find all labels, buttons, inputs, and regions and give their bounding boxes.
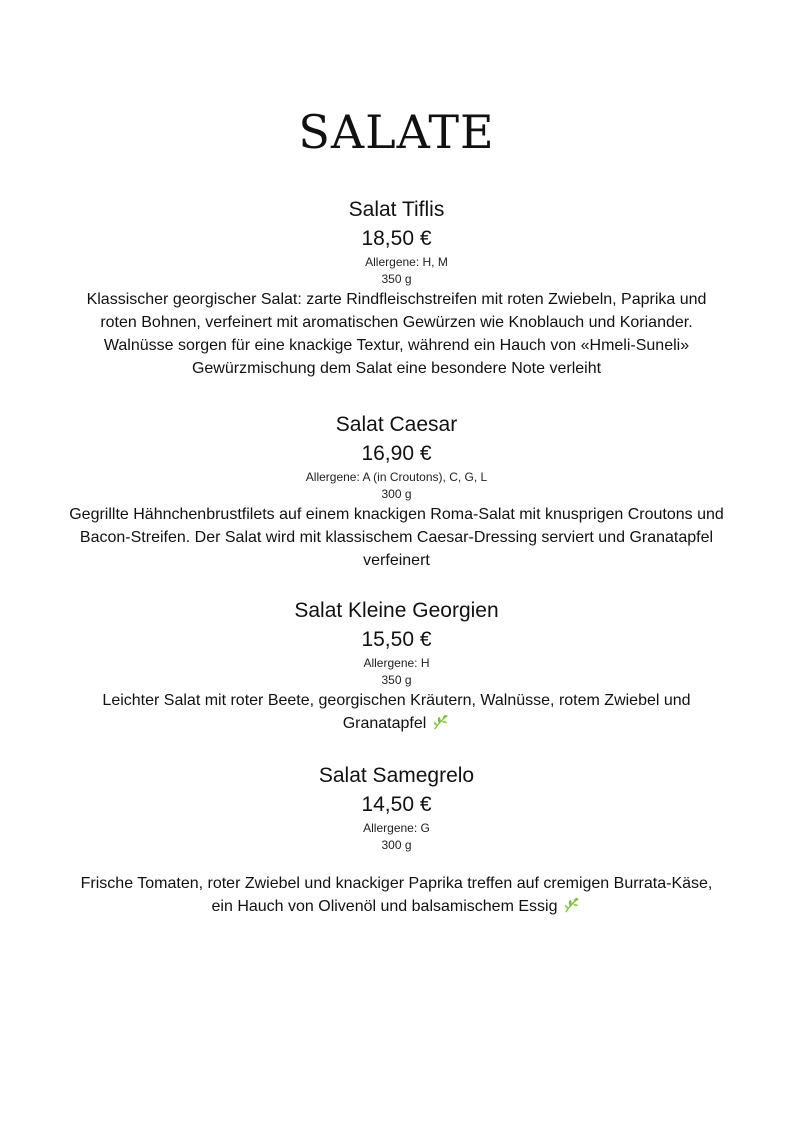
menu-item-tiflis — [60, 196, 733, 380]
item-description: Frische Tomaten, roter Zwiebel und knackiger Paprika treffen auf cremigen Burrata-Käse, ein Hauch von Olivenöl und balsamischem Essig — [80, 875, 713, 915]
item-allergens: Allergene: G — [363, 821, 430, 835]
menu-item-kleine-georgien — [60, 597, 733, 735]
item-price: 15,50 € — [361, 628, 432, 651]
item-description-wrap — [72, 872, 722, 918]
item-description: Leichter Salat mit roter Beete, georgischen Kräutern, Walnüsse, rotem Zwiebel und Granatapfel — [102, 692, 691, 732]
item-name: Salat Samegrelo — [318, 764, 475, 787]
item-price: 14,50 € — [361, 793, 432, 816]
menu-item-caesar — [60, 411, 733, 572]
item-description-wrap — [77, 689, 717, 735]
item-name: Salat Tiflis — [348, 198, 445, 221]
item-price: 18,50 € — [361, 227, 432, 250]
item-name: Salat Caesar — [335, 413, 458, 436]
vegetarian-leaf-icon — [432, 713, 450, 731]
item-weight: 350 g — [381, 272, 412, 286]
item-weight: 300 g — [381, 487, 412, 501]
menu-item-samegrelo — [60, 762, 733, 918]
item-name: Salat Kleine Georgien — [294, 599, 499, 622]
item-allergens: Allergene: A (in Croutons), C, G, L — [305, 470, 488, 484]
item-description: Gegrillte Hähnchenbrustfilets auf einem knackigen Roma-Salat mit knusprigen Croutons und Bacon-Streifen. Der Salat wird mit klassischem Caesar-Dressing serviert und Granatapfel verfeinert — [69, 506, 724, 569]
item-price: 16,90 € — [361, 442, 432, 465]
vegetarian-leaf-icon — [563, 896, 581, 914]
item-allergens: Allergene: H, M — [365, 255, 448, 269]
item-weight: 300 g — [381, 838, 412, 852]
page-title: SALATE — [298, 105, 495, 159]
item-description: Klassischer georgischer Salat: zarte Rindfleischstreifen mit roten Zwiebeln, Paprika und roten Bohnen, verfeinert mit aromatischen Gewürzen wie Knoblauch und Koriander. Walnüsse sorgen für eine knackige Textur, während ein Hauch von «Hmeli-Suneli» Gewürzmischung dem Salat eine besondere Note verleiht — [86, 291, 707, 377]
item-weight: 350 g — [381, 673, 412, 687]
item-allergens: Allergene: H — [363, 656, 430, 670]
